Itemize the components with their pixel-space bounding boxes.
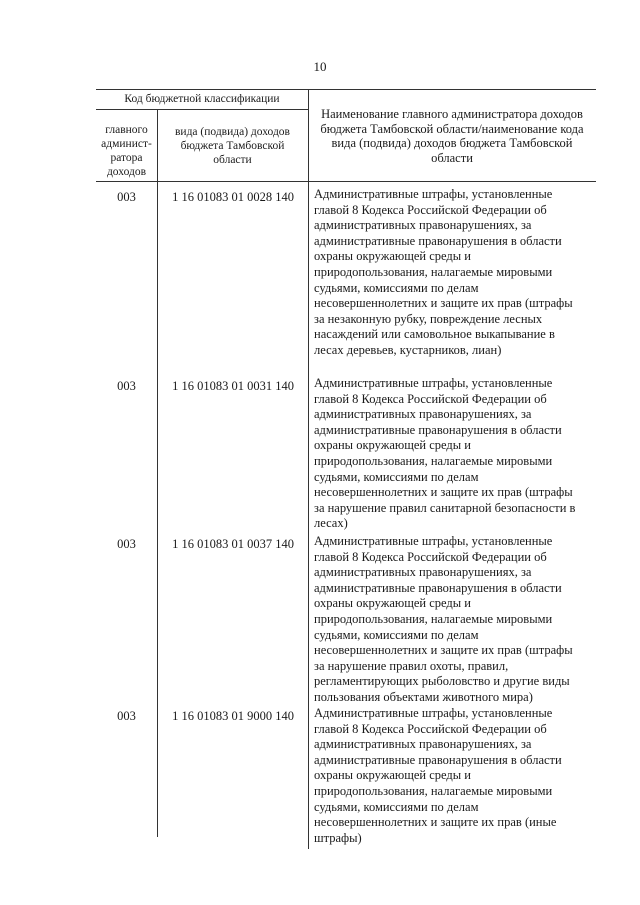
header-name: Наименование главного администратора доходов бюджета Тамбовской области/наименование кода вида (подвида) доходов бюджета Тамбовской области [320,107,584,165]
column-divider-1 [157,109,158,837]
row-revenue-code: 1 16 01083 01 9000 140 [172,709,294,723]
column-divider-2 [308,89,309,849]
header-group-title: Код бюджетной классификации [124,93,280,105]
row-admin-code: 003 [117,379,136,393]
row-description: Административные штрафы, установленные главой 8 Кодекса Российской Федерации об административных правонарушениях, за административные правонарушения в области охраны окружающей среды и природопользования, налагаемые мировыми судьями, комиссиями по делам несовершеннолетних и защите их прав (штрафы за нарушение правил охоты, правил, регламентирующих рыболовство и другие виды пользования объектами животного мира) [314,534,573,704]
header-group-divider [96,109,308,110]
header-revenue-kind: вида (подвида) доходов бюджета Тамбовской области [175,126,290,166]
header-admin-code: главного админист-ратора доходов [101,124,152,178]
row-description: Административные штрафы, установленные главой 8 Кодекса Российской Федерации об административных правонарушениях, за административные правонарушения в области охраны окружающей среды и природопользования, налагаемые мировыми судьями, комиссиями по делам несовершеннолетних и защите их прав (штрафы за нарушение правил санитарной безопасности в лесах) [314,376,576,531]
row-revenue-code: 1 16 01083 01 0031 140 [172,379,294,393]
row-revenue-code: 1 16 01083 01 0028 140 [172,190,294,204]
row-revenue-code: 1 16 01083 01 0037 140 [172,537,294,551]
header-bottom-border [96,181,596,182]
page-number: 10 [313,59,327,74]
row-admin-code: 003 [117,190,136,204]
row-admin-code: 003 [117,537,136,551]
row-admin-code: 003 [117,709,136,723]
row-description: Административные штрафы, установленные главой 8 Кодекса Российской Федерации об административных правонарушениях, за административные правонарушения в области охраны окружающей среды и природопользования, налагаемые мировыми судьями, комиссиями по делам несовершеннолетних и защите их прав (штрафы за незаконную рубку, повреждение лесных насаждений или самовольное выкапывание в лесах деревьев, кустарников, лиан) [314,187,573,357]
row-description: Административные штрафы, установленные главой 8 Кодекса Российской Федерации об административных правонарушениях, за административные правонарушения в области охраны окружающей среды и природопользования, налагаемые мировыми судьями, комиссиями по делам несовершеннолетних и защите их прав (иные штрафы) [314,706,562,845]
table-top-border [96,89,596,90]
